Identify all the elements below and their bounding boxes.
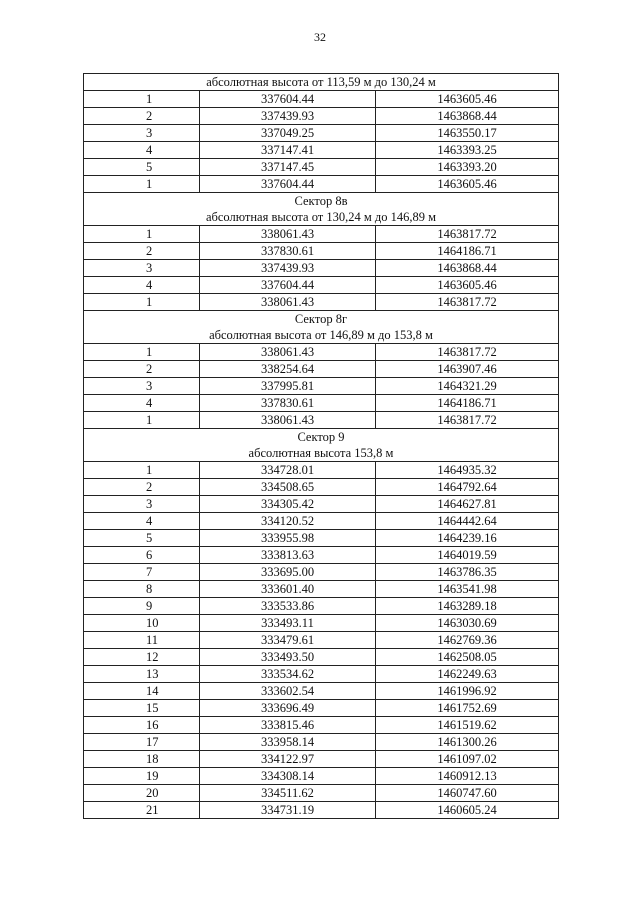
x-coordinate-cell: 338061.43 [200,344,376,361]
x-coordinate-cell: 333601.40 [200,581,376,598]
table-row [84,666,559,683]
point-number-cell: 1 [84,176,200,193]
y-coordinate-cell: 1461752.69 [376,700,559,717]
coordinates-table [83,73,559,819]
table-row [84,108,559,125]
x-coordinate-cell: 333602.54 [200,683,376,700]
table-row [84,412,559,429]
table-row [84,395,559,412]
table-row [84,125,559,142]
table-row [84,496,559,513]
point-number-cell: 17 [84,734,200,751]
point-number-cell: 12 [84,649,200,666]
y-coordinate-cell: 1463393.20 [376,159,559,176]
x-coordinate-cell: 337604.44 [200,176,376,193]
x-coordinate-cell: 333958.14 [200,734,376,751]
x-coordinate-cell: 338061.43 [200,412,376,429]
x-coordinate-cell: 337604.44 [200,277,376,294]
section-title-line: Сектор 9 [297,430,345,444]
point-number-cell: 21 [84,802,200,819]
point-number-cell: 3 [84,496,200,513]
y-coordinate-cell: 1464239.16 [376,530,559,547]
y-coordinate-cell: 1463786.35 [376,564,559,581]
point-number-cell: 3 [84,125,200,142]
point-number-cell: 16 [84,717,200,734]
point-number-cell: 1 [84,462,200,479]
point-number-cell: 13 [84,666,200,683]
x-coordinate-cell: 333533.86 [200,598,376,615]
section-title-line: абсолютная высота от 130,24 м до 146,89 м [205,210,437,224]
section-header [84,429,559,462]
table-row [84,802,559,819]
point-number-cell: 2 [84,479,200,496]
y-coordinate-cell: 1463030.69 [376,615,559,632]
section-title-line: Сектор 8в [294,194,348,208]
section-header [84,311,559,344]
point-number-cell: 1 [84,91,200,108]
point-number-cell: 7 [84,564,200,581]
point-number-cell: 4 [84,277,200,294]
table-row [84,734,559,751]
y-coordinate-cell: 1463868.44 [376,108,559,125]
table-row [84,717,559,734]
y-coordinate-cell: 1461519.62 [376,717,559,734]
point-number-cell: 2 [84,108,200,125]
table-row [84,530,559,547]
table-row [84,159,559,176]
table-row [84,176,559,193]
point-number-cell: 1 [84,226,200,243]
table-row [84,547,559,564]
y-coordinate-cell: 1464627.81 [376,496,559,513]
x-coordinate-cell: 338061.43 [200,294,376,311]
x-coordinate-cell: 334122.97 [200,751,376,768]
point-number-cell: 5 [84,159,200,176]
table-row [84,344,559,361]
y-coordinate-cell: 1462769.36 [376,632,559,649]
table-row [84,649,559,666]
point-number-cell: 3 [84,260,200,277]
point-number-cell: 5 [84,530,200,547]
y-coordinate-cell: 1463289.18 [376,598,559,615]
table-row [84,243,559,260]
point-number-cell: 1 [84,412,200,429]
y-coordinate-cell: 1463817.72 [376,226,559,243]
x-coordinate-cell: 337995.81 [200,378,376,395]
point-number-cell: 20 [84,785,200,802]
y-coordinate-cell: 1464321.29 [376,378,559,395]
table-row [84,683,559,700]
y-coordinate-cell: 1461097.02 [376,751,559,768]
y-coordinate-cell: 1464792.64 [376,479,559,496]
point-number-cell: 19 [84,768,200,785]
point-number-cell: 8 [84,581,200,598]
table-row [84,632,559,649]
x-coordinate-cell: 333493.11 [200,615,376,632]
table-row [84,564,559,581]
table-row [84,260,559,277]
x-coordinate-cell: 334120.52 [200,513,376,530]
x-coordinate-cell: 333534.62 [200,666,376,683]
table-row [84,361,559,378]
point-number-cell: 3 [84,378,200,395]
x-coordinate-cell: 334305.42 [200,496,376,513]
table-row [84,462,559,479]
section-header-row [84,311,559,344]
table-row [84,751,559,768]
x-coordinate-cell: 334511.62 [200,785,376,802]
table-row [84,142,559,159]
coordinates-table-body [84,74,559,819]
x-coordinate-cell: 333479.61 [200,632,376,649]
y-coordinate-cell: 1463550.17 [376,125,559,142]
point-number-cell: 18 [84,751,200,768]
y-coordinate-cell: 1463817.72 [376,412,559,429]
y-coordinate-cell: 1462508.05 [376,649,559,666]
x-coordinate-cell: 337147.41 [200,142,376,159]
y-coordinate-cell: 1461996.92 [376,683,559,700]
point-number-cell: 2 [84,361,200,378]
table-row [84,785,559,802]
y-coordinate-cell: 1460912.13 [376,768,559,785]
point-number-cell: 6 [84,547,200,564]
section-header-row [84,74,559,91]
y-coordinate-cell: 1463605.46 [376,176,559,193]
point-number-cell: 1 [84,344,200,361]
section-header-row [84,193,559,226]
x-coordinate-cell: 333815.46 [200,717,376,734]
x-coordinate-cell: 334728.01 [200,462,376,479]
x-coordinate-cell: 333696.49 [200,700,376,717]
point-number-cell: 11 [84,632,200,649]
table-row [84,277,559,294]
table-row [84,378,559,395]
point-number-cell: 2 [84,243,200,260]
y-coordinate-cell: 1464935.32 [376,462,559,479]
y-coordinate-cell: 1462249.63 [376,666,559,683]
table-row [84,91,559,108]
table-row [84,598,559,615]
x-coordinate-cell: 333493.50 [200,649,376,666]
y-coordinate-cell: 1463541.98 [376,581,559,598]
y-coordinate-cell: 1464186.71 [376,243,559,260]
point-number-cell: 14 [84,683,200,700]
x-coordinate-cell: 337830.61 [200,243,376,260]
x-coordinate-cell: 333695.00 [200,564,376,581]
y-coordinate-cell: 1464442.64 [376,513,559,530]
point-number-cell: 4 [84,513,200,530]
y-coordinate-cell: 1461300.26 [376,734,559,751]
y-coordinate-cell: 1463605.46 [376,91,559,108]
y-coordinate-cell: 1463817.72 [376,294,559,311]
y-coordinate-cell: 1463605.46 [376,277,559,294]
table-row [84,581,559,598]
y-coordinate-cell: 1460747.60 [376,785,559,802]
y-coordinate-cell: 1463817.72 [376,344,559,361]
section-header-row [84,429,559,462]
point-number-cell: 4 [84,142,200,159]
y-coordinate-cell: 1460605.24 [376,802,559,819]
x-coordinate-cell: 334308.14 [200,768,376,785]
x-coordinate-cell: 333813.63 [200,547,376,564]
y-coordinate-cell: 1463907.46 [376,361,559,378]
section-title-line: абсолютная высота от 146,89 м до 153,8 м [209,328,433,342]
table-row [84,479,559,496]
x-coordinate-cell: 334731.19 [200,802,376,819]
x-coordinate-cell: 334508.65 [200,479,376,496]
point-number-cell: 10 [84,615,200,632]
y-coordinate-cell: 1463393.25 [376,142,559,159]
x-coordinate-cell: 338061.43 [200,226,376,243]
x-coordinate-cell: 337439.93 [200,108,376,125]
section-header [84,193,559,226]
x-coordinate-cell: 333955.98 [200,530,376,547]
table-row [84,700,559,717]
point-number-cell: 1 [84,294,200,311]
y-coordinate-cell: 1464186.71 [376,395,559,412]
x-coordinate-cell: 337147.45 [200,159,376,176]
table-row [84,768,559,785]
table-row [84,294,559,311]
section-title-line: Сектор 8г [294,312,348,326]
x-coordinate-cell: 337830.61 [200,395,376,412]
section-title-line: абсолютная высота от 113,59 м до 130,24 м [206,75,436,89]
section-header [84,74,559,91]
x-coordinate-cell: 337439.93 [200,260,376,277]
point-number-cell: 4 [84,395,200,412]
x-coordinate-cell: 337604.44 [200,91,376,108]
table-row [84,513,559,530]
table-row [84,615,559,632]
x-coordinate-cell: 337049.25 [200,125,376,142]
x-coordinate-cell: 338254.64 [200,361,376,378]
y-coordinate-cell: 1464019.59 [376,547,559,564]
page-number: 32 [314,30,326,44]
section-title-line: абсолютная высота 153,8 м [248,446,394,460]
point-number-cell: 9 [84,598,200,615]
table-row [84,226,559,243]
point-number-cell: 15 [84,700,200,717]
y-coordinate-cell: 1463868.44 [376,260,559,277]
